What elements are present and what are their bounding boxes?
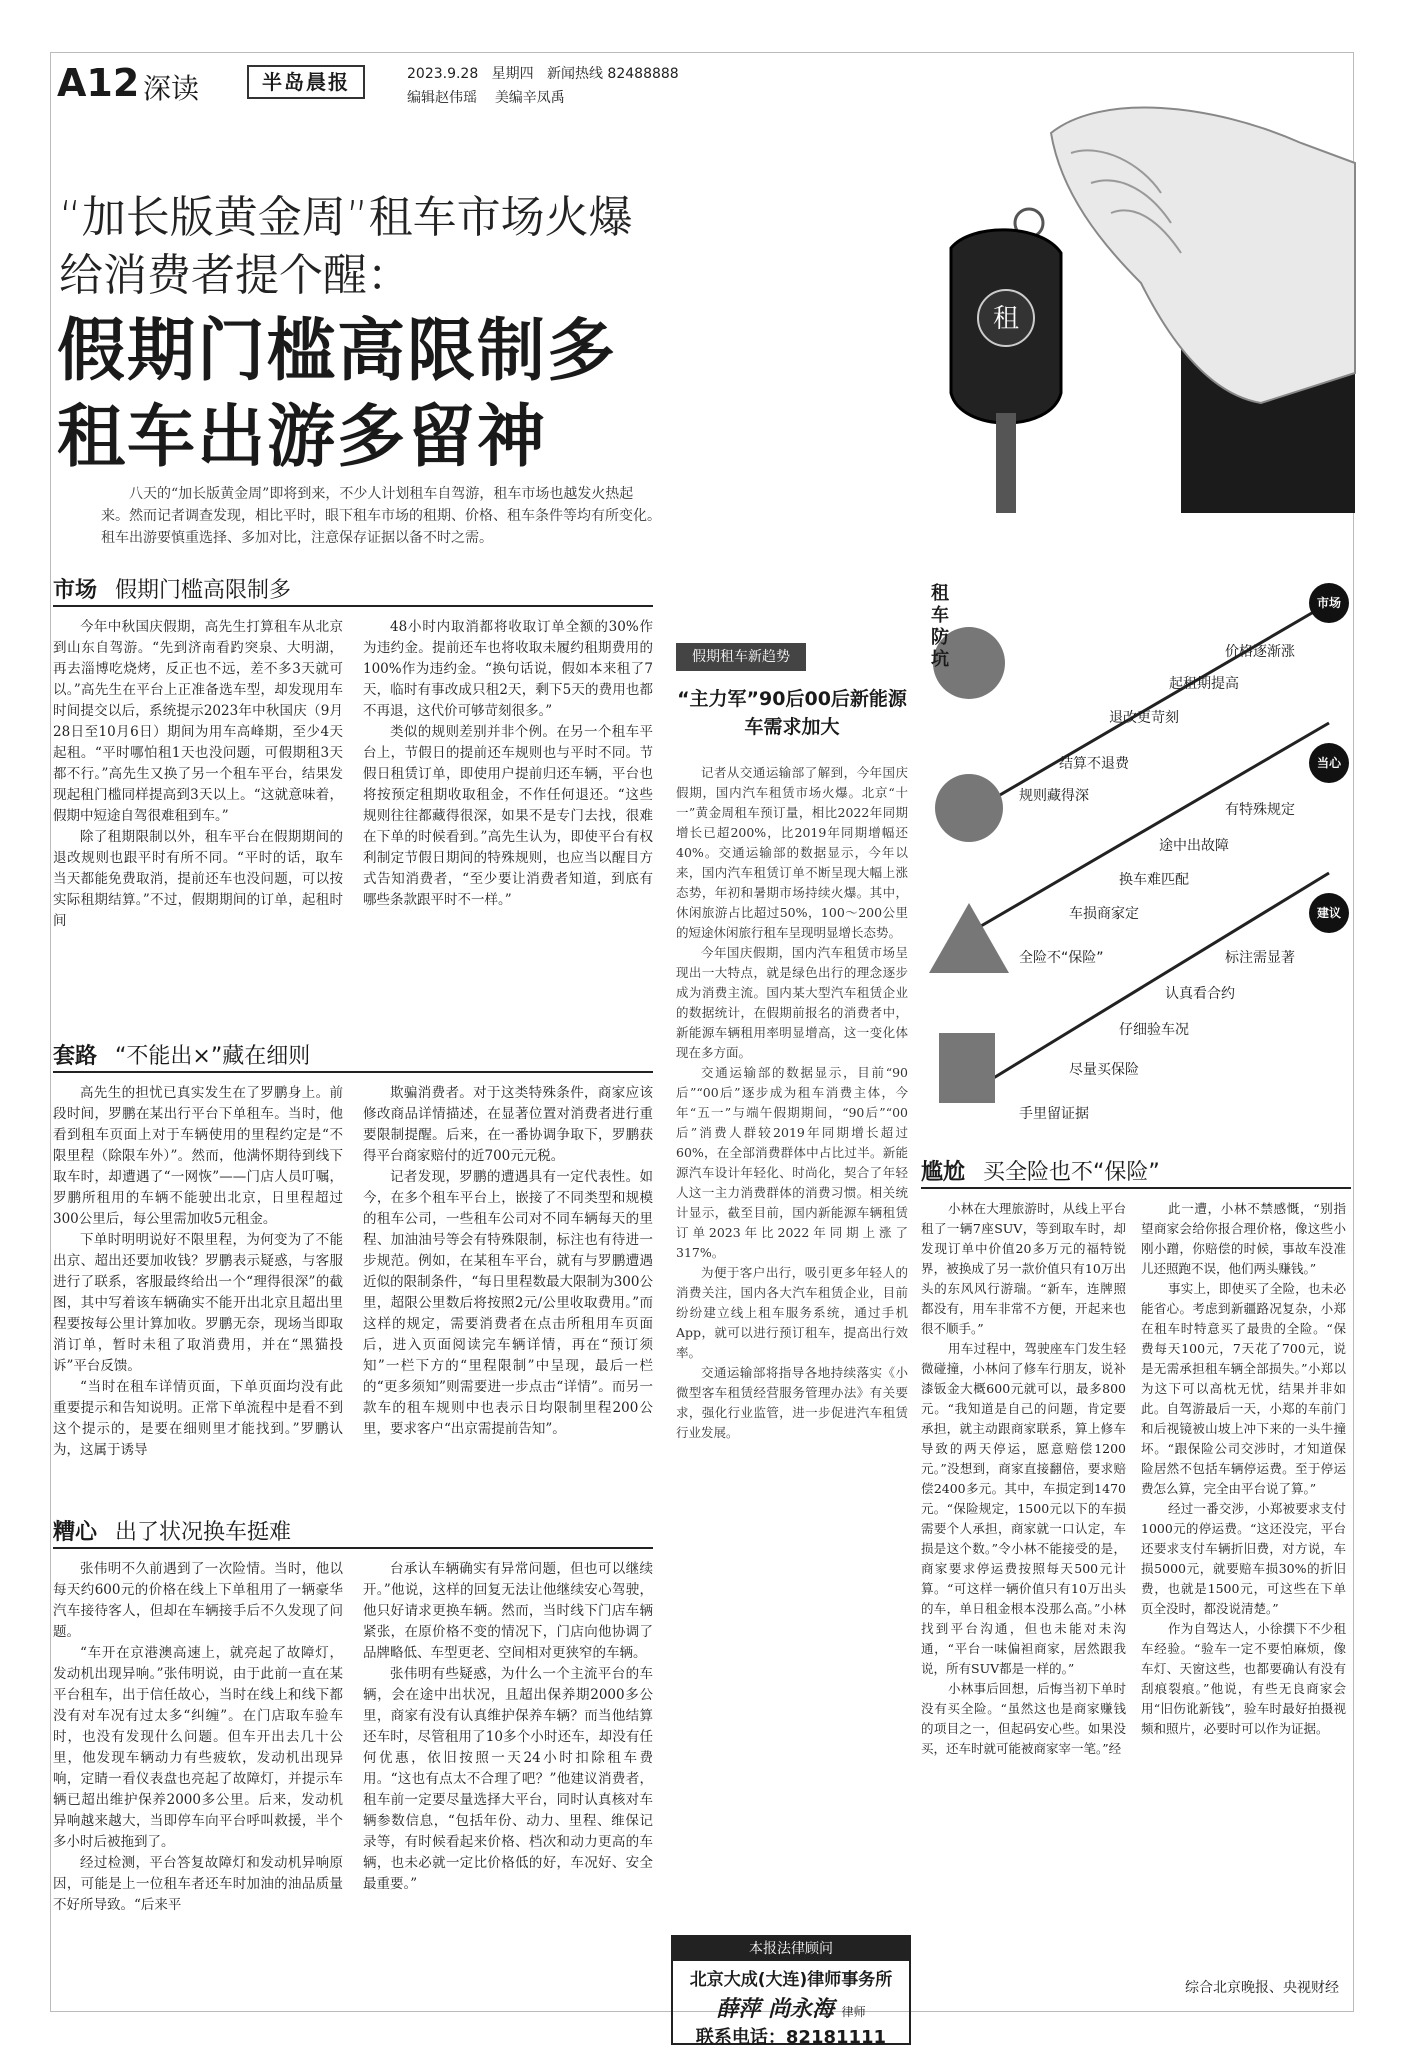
issue-date: 2023.9.28 xyxy=(407,66,479,82)
ig-label: 结算不退费 xyxy=(1059,756,1129,772)
section-body-col xyxy=(363,1559,653,1999)
ad-law-firm: 北京大成(大连)律师事务所 xyxy=(689,1970,893,1990)
section-tag: 套路 xyxy=(53,1044,98,1069)
ig-label: 有特殊规定 xyxy=(1225,802,1295,818)
section-heading-awkward xyxy=(921,1155,1160,1186)
ig-label: 全险不“保险” xyxy=(1019,950,1104,966)
section-body-col xyxy=(363,1083,653,1503)
page-number: A12 xyxy=(57,61,140,105)
issue-weekday: 星期四 xyxy=(491,66,534,82)
section-rule xyxy=(921,1187,1351,1189)
ig-label: 规则藏得深 xyxy=(1019,788,1089,804)
paragraph: 今年国庆假期，国内汽车租赁市场呈现出一大特点，就是绿色出行的理念逐步成为消费主流。国内某大型汽车租赁企业的数据统计，在假期前报名的消费者中，新能源车辆租用率明显增高，这一变化体现在多方面。 xyxy=(676,945,908,1060)
sidebar-title: “主力军”90后00后新能源车需求加大 xyxy=(677,688,907,738)
section-body-col xyxy=(53,1083,343,1503)
infographic-title: 租车防坑 xyxy=(931,583,949,670)
section-tag: 市场 xyxy=(53,578,98,603)
source-credit: 综合北京晚报、央视财经 xyxy=(1185,1980,1339,1996)
paragraph: 小林事后回想，后悔当初下单时没有买全险。“虽然这也是商家赚钱的项目之一，但起码安心些。如果没买，还车时就可能被商家宰一笔。”经 xyxy=(921,1681,1126,1756)
warning-icon xyxy=(929,903,1009,973)
sidebar-body xyxy=(676,763,908,1913)
ig-label: 仔细验车况 xyxy=(1119,1022,1189,1038)
ad-phone: 联系电话：82181111 xyxy=(695,2027,887,2048)
ig-label: 途中出故障 xyxy=(1159,838,1229,854)
badge-market: 市场 xyxy=(1309,583,1349,623)
section-body-col xyxy=(1141,1199,1346,1959)
ig-label: 手里留证据 xyxy=(1019,1106,1089,1122)
header-credits xyxy=(407,87,565,107)
designer-credit: 美编辛凤禹 xyxy=(494,90,565,106)
ad-role: 律师 xyxy=(841,2005,866,2019)
ig-label: 起租期提高 xyxy=(1169,676,1239,692)
money-icon xyxy=(935,774,1003,842)
section-title: 买全险也不“保险” xyxy=(983,1160,1160,1185)
paragraph: 类似的规则差别并非个例。在另一个租车平台上，节假日的提前还车规则也与平时不同。节假日租赁订单，即使用户提前归还车辆，平台也将按预定租期收取租金，不作任何退还。“这些规则往往都藏得很深，如果不是专门去找，很难在下单的时候看到。”高先生认为，即使平台有权利制定节假日期间的特殊规则，也应当以醒目方式告知消费者，“至少要让消费者知道，到底有哪些条款跟平时不一样。” xyxy=(363,724,653,908)
section-body-col xyxy=(53,617,343,1033)
section-rule xyxy=(53,1547,653,1549)
paragraph: 张伟明不久前遇到了一次险情。当时，他以每天约600元的价格在线上下单租用了一辆豪华汽车接待客人，但却在车辆接手后不久发现了问题。 xyxy=(53,1561,343,1640)
section-title: “不能出×”藏在细则 xyxy=(115,1044,311,1069)
sidebar-trends xyxy=(676,643,908,1953)
ig-label: 尽量买保险 xyxy=(1069,1062,1139,1078)
paragraph: 48小时内取消都将收取订单全额的30%作为违约金。提前还车也将收取未履约租期费用的100%作为违约金。“换句话说，假如本来租了7天，临时有事改成只租2天，剩下5天的费用也都不再退，这代价可够苛刻很多。” xyxy=(363,619,653,719)
paragraph: 小林在大理旅游时，从线上平台租了一辆7座SUV，等到取车时，却发现订单中价值20多万元的福特锐界，被换成了另一款价值只有10万出头的东风风行游瑞。“新车，连牌照都没有，用车非常不方便，开起来也很不顺手。” xyxy=(921,1201,1126,1336)
paragraph: 作为自驾达人，小徐撰下不少租车经验。“验车一定不要怕麻烦，像车灯、天窗这些，也都要确认有没有刮痕裂痕。”他说，有些无良商家会用“旧伤讹新钱”，验车时最好拍摄视频和照片，必要时可以作为证据。 xyxy=(1141,1621,1346,1736)
headline-kicker-1: “加长版黄金周”租车市场火爆 xyxy=(59,192,633,243)
newspaper-logo: 半岛晨报 xyxy=(247,65,365,99)
paragraph: 今年中秋国庆假期，高先生打算租车从北京到山东自驾游。“先到济南看趵突泉、大明湖，再去淄博吃烧烤，反正也不远，差不多3天就可以。”高先生在平台上正准备选车型，却发现用车时间提交以后，系统提示2023年中秋国庆（9月28日至10月6日）期间为用车高峰期，至少4天起租。“平时哪怕租1天也没问题，可假期租3天都不行。”高先生又换了另一个租车平台，结果发现起租门槛同样提高到3天以上。“这就意味着，假期中短途自驾很难租到车。” xyxy=(53,619,343,824)
paragraph: 台承认车辆确实有异常问题，但也可以继续开。”他说，这样的回复无法让他继续安心驾驶，他只好请求更换车辆。然而，当时线下门店车辆紧张，在原价格不变的情况下，门店向他协调了品牌略低、车型更老、空间相对更狭窄的车辆。 xyxy=(363,1561,653,1661)
section-body-col xyxy=(53,1559,343,1999)
checklist-icon xyxy=(939,1033,995,1103)
paragraph: 经过一番交涉，小郑被要求支付1000元的停运费。“这还没完，平台还要求支付车辆折旧费，对方说，车损5000元，就要赔车损30%的折旧费，也就是1500元，可这些在下单页全没时，都没说清楚。” xyxy=(1141,1501,1346,1616)
ig-label: 车损商家定 xyxy=(1069,906,1139,922)
paragraph: “当时在租车详情页面，下单页面均没有此重要提示和告知说明。正常下单流程中是看不到这个提示的，是要在细则里才能找到。”罗鹏认为，这属于诱导 xyxy=(53,1379,343,1458)
legal-advisor-ad xyxy=(671,1935,911,2048)
section-heading-trick xyxy=(53,1039,310,1070)
paragraph: 除了租期限制以外，租车平台在假期期间的退改规则也跟平时有所不同。“平时的话，取车当天都能免费取消，提前还车也没问题，可以按实际租期结算。”不过，假期期间的订单，起租时间 xyxy=(53,829,343,929)
paragraph: 此一遭，小林不禁感慨，“别指望商家会给你报合理价格，像这些小刚小蹭，你赔偿的时候，事故车没准儿还照跑不误，他们两头赚钱。” xyxy=(1141,1201,1346,1276)
section-body-col xyxy=(921,1199,1126,1959)
paragraph: 用车过程中，驾驶座车门发生轻微碰撞，小林问了修车行朋友，说补漆钣金大概600元就可以，最多800元。“我知道是自己的问题，肯定要承担，就主动跟商家联系，算上修车导致的两天停运，愿意赔偿1200元。”没想到，商家直接翻倍，要求赔偿2400多元。其中，车损定到1470元。“保险规定，1500元以下的车损需要个人承担，商家就一口认定，车损是这个数。”令小林不能接受的是，商家要求停运费按照每天500元计算。“可这样一辆价值只有10万出头的车，单日租金根本没那么高。”小林找到平台沟通，但也未能对未沟通，“平台一味偏袒商家，居然跟我说，所有SUV都是一样的。” xyxy=(921,1341,1126,1676)
paragraph: “车开在京港澳高速上，就亮起了故障灯，发动机出现异响。”张伟明说，由于此前一直在某平台租车，出于信任故心，当时在线上和线下都没有对车况有过太多“纠缠”。在门店取车验车时，也没有发现什么问题。但车开出去几十公里，他发现车辆动力有些疲软，发动机出现异响，定睛一看仪表盘也亮起了故障灯，并提示车辆已超出维护保养2000多公里。后来，发动机异响越来越大，当即停车向平台呼叫救援，半个多小时后被拖到了。 xyxy=(53,1645,343,1850)
ad-title: 本报法律顾问 xyxy=(673,1937,909,1961)
section-title: 假期门槛高限制多 xyxy=(115,578,292,603)
paragraph: 经过检测，平台答复故障灯和发动机异响原因，可能是上一位租车者还车时加油的油品质量不好所导致。“后来平 xyxy=(53,1855,343,1913)
section-rule xyxy=(53,1071,653,1073)
section-tag: 糟心 xyxy=(53,1520,98,1545)
paragraph: 交通运输部的数据显示，目前“90后”“00后”逐步成为租车消费主体，今年“五一”与端午假期期间，“90后”“00后”消费人群较2019年同期增长超过60%，在全部消费群体中占比过半。新能源汽车设计年轻化、时尚化，契合了年轻人这一主力消费群体的消费习惯。相关统计显示，截至目前，国内新能源车辆租赁订单2023年比2022年同期上涨了317%。 xyxy=(676,1065,908,1260)
sidebar-tag: 假期租车新趋势 xyxy=(676,643,806,671)
rental-pitfalls-infographic xyxy=(909,573,1355,1133)
section-title: 出了状况换车挺难 xyxy=(115,1520,292,1545)
section-tag: 尴尬 xyxy=(921,1160,966,1185)
paragraph: 记者从交通运输部了解到，今年国庆假期，国内汽车租赁市场火爆。北京“十一”黄金周租车预订量，相比2022年同期增长已超200%，比2019年同期增幅还40%。交通运输部的数据显示，今年以来，国内汽车租赁订单不断呈现大幅上涨态势，年初和暑期市场持续火爆。其中，休闲旅游占比超过50%，100～200公里的短途休闲旅行租车呈现明显增长态势。 xyxy=(676,765,908,940)
newspaper-page xyxy=(50,52,1354,2048)
header-meta xyxy=(407,63,679,83)
ig-label: 换车难匹配 xyxy=(1119,872,1189,888)
car-key-hand-illustration xyxy=(741,73,1355,513)
paragraph: 事实上，即使买了全险，也未必能省心。考虑到新疆路况复杂，小郑在租车时特意买了最贵的全险。“保费每天100元，7天花了700元，说是无需承担租车辆全部损失。”小郑以为这下可以高枕无忧，结果并非如此。自驾游最后一天，小郑的车前门和后视镜被山坡上冲下来的一头牛撞坏。“跟保险公司交涉时，才知道保险居然不包括车辆停运费。至于停运费怎么算，完全由平台说了算。” xyxy=(1141,1281,1346,1496)
headline-main-2: 租车出游多留神 xyxy=(57,398,548,477)
paragraph: 张伟明有些疑惑，为什么一个主流平台的车辆，会在途中出状况，且超出保养期2000多公里，商家有没有认真维护保养车辆？而当他结算还车时，尽管租用了10多个小时还车，却没有任何优惠，依旧按照一天24小时扣除租车费用。“这也有点太不合理了吧？”他建议消费者，租车前一定要尽量选择大平台，同时认真核对车辆参数信息，“包括年份、动力、里程、维保记录等，有时候看起来价格、档次和动力更高的车辆，也未必就一定比价格低的好，车况好、安全最重要。” xyxy=(363,1666,653,1892)
ig-label: 价格逐渐涨 xyxy=(1225,644,1295,660)
editor-credit: 编辑赵伟瑶 xyxy=(407,90,477,106)
paragraph: 为便于客户出行，吸引更多年轻人的消费关注，国内各大汽车租赁企业，目前纷纷建立线上租车服务系统，通过手机App，就可以进行预订租车，提高出行效率。 xyxy=(676,1265,908,1360)
section-heading-market xyxy=(53,573,291,604)
section-body-col xyxy=(363,617,653,1033)
paragraph: 记者发现，罗鹏的遭遇具有一定代表性。如今，在多个租车平台上，嵌接了不同类型和规模的租车公司，一些租车公司对不同车辆每天的里程、加油油号等会有特殊限制，标注也有待进一步规范。例如，在某租车平台，就有与罗鹏遭遇近似的限制条件，“每日里程数最大限制为300公里，超限公里数后将按照2元/公里收取费用。”而这样的规定，需要消费者在点击所租用车页面后，进入页面阅读完车辆详情，再在“预订须知”一栏下方的“里程限制”中呈现，最后一栏的“更多须知”则需要进一步点击“详情”。而另一款车的租车规则中也表示日均限制里程200公里，要求客户“出京需提前告知”。 xyxy=(363,1169,653,1437)
badge-caution: 当心 xyxy=(1309,743,1349,783)
section-heading-trouble xyxy=(53,1515,291,1546)
news-hotline: 新闻热线 82488888 xyxy=(546,66,679,82)
ad-lawyers: 薛萍 尚永海 律师 xyxy=(716,1996,866,2022)
section-label: 深读 xyxy=(143,72,200,105)
badge-advice: 建议 xyxy=(1309,893,1349,933)
section-rule xyxy=(53,605,653,607)
article-lead: 八天的“加长版黄金周”即将到来，不少人计划租车自驾游，租车市场也越发火热起来。然而记者调查发现，相比平时，眼下租车市场的租期、价格、租车条件等均有所变化。租车出游要慎重选择、多加对比，注意保存证据以备不时之需。 xyxy=(101,486,661,546)
headline-kicker-2: 给消费者提个醒： xyxy=(59,250,411,301)
paragraph: 下单时明明说好不限里程，为何变为了不能出京、超出还要加收钱？罗鹏表示疑惑，与客服进行了联系，客服最终给出一个“理得很深”的截图，其中写着该车辆确实不能开出北京且超出里程要按每公里计算加收。罗鹏无奈，现场当即取消订单，暂时未租了取消费用，并在“黑猫投诉”平台反馈。 xyxy=(53,1232,343,1374)
headline-main-1: 假期门槛高限制多 xyxy=(57,312,618,391)
paragraph: 欺骗消费者。对于这类特殊条件，商家应该修改商品详情描述，在显著位置对消费者进行重要限制提醒。后来，在一番协调争取下，罗鹏获得平台商家赔付的近700元元税。 xyxy=(363,1085,653,1164)
ig-label: 标注需显著 xyxy=(1225,950,1295,966)
ig-label: 认真看合约 xyxy=(1165,986,1235,1002)
key-logo-char: 租 xyxy=(992,304,1020,334)
paragraph: 高先生的担忧已真实发生在了罗鹏身上。前段时间，罗鹏在某出行平台下单租车。当时，他看到租车页面上对于车辆使用的里程约定是“不限里程（除限车外）”。然而，他满怀期待到线下取车时，却遭遇了“一网恢”——门店人员叮嘱，罗鹏所租用的车辆不能驶出北京，日里程超过300公里后，每公里需加收5元租金。 xyxy=(53,1085,343,1227)
ig-label: 退改更苛刻 xyxy=(1109,710,1179,726)
paragraph: 交通运输部将指导各地持续落实《小微型客车租赁经营服务管理办法》有关要求，强化行业监管，进一步促进汽车租赁行业发展。 xyxy=(676,1365,908,1440)
